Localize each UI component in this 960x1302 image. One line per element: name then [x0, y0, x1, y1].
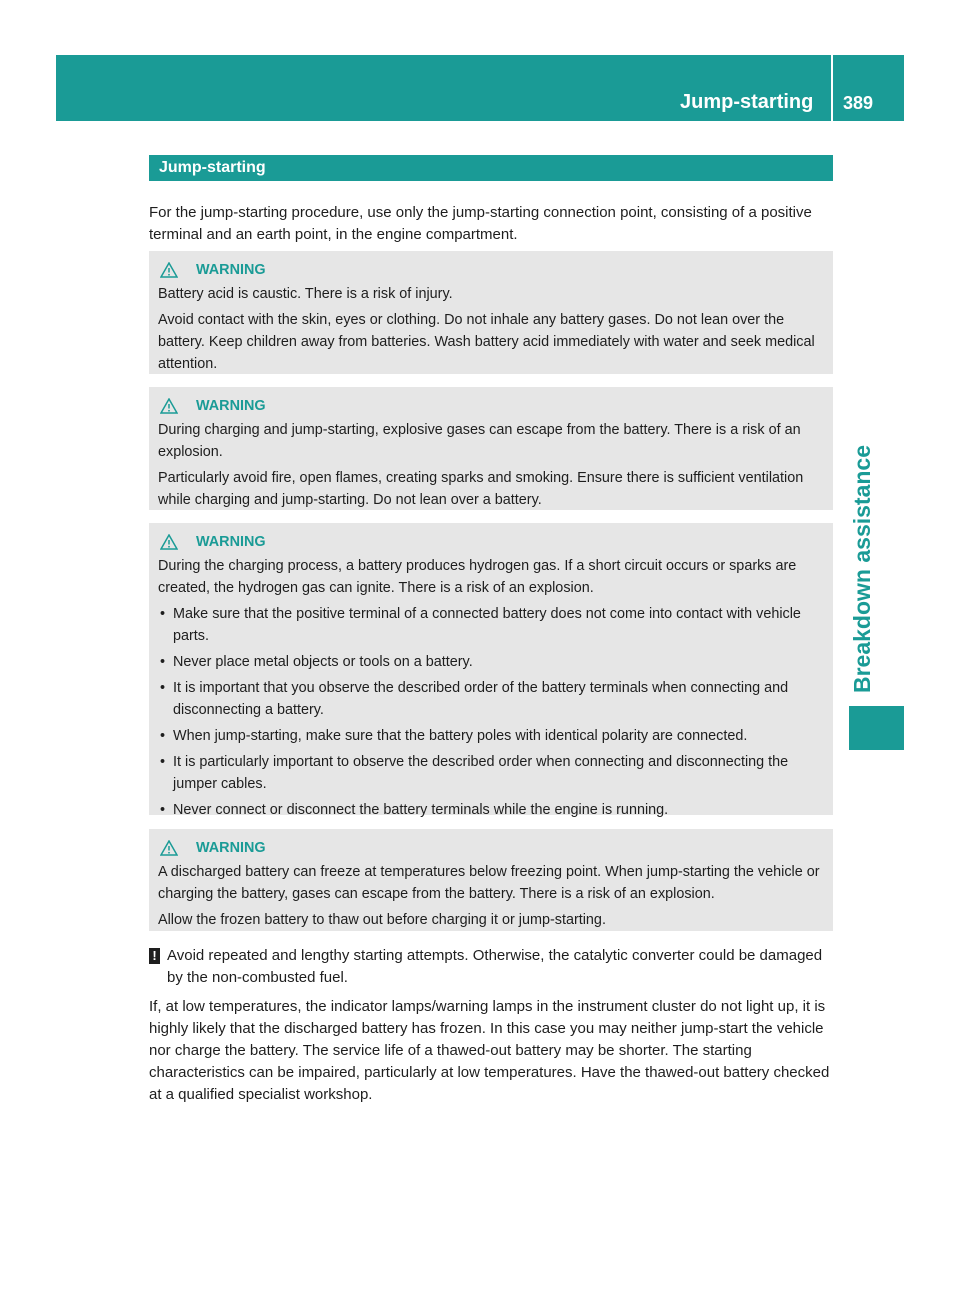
list-item: • It is particularly important to observe the described order when connecting and disconnecting the jumper cables. [158, 751, 825, 795]
section-heading: Jump-starting [149, 155, 833, 181]
list-item: • Never place metal objects or tools on a battery. [158, 651, 825, 673]
warning-triangle-icon [160, 534, 178, 550]
notice-block [149, 945, 834, 989]
list-item: • When jump-starting, make sure that the battery poles with identical polarity are connected. [158, 725, 825, 747]
warning-text: Battery acid is caustic. There is a risk of injury. [158, 286, 453, 302]
warning-label: WARNING [196, 534, 266, 550]
warning-triangle-icon [160, 262, 178, 278]
warning-header [158, 837, 825, 859]
header-divider [831, 55, 833, 121]
warning-text: Avoid contact with the skin, eyes or clothing. Do not inhale any battery gases. Do not lean over the battery. Keep children away from batteries. Wash battery acid immediately with water and seek medical attention. [158, 312, 815, 372]
warning-triangle-icon [160, 398, 178, 414]
header-title: Jump-starting [680, 91, 814, 113]
warning-bullet-list [158, 603, 825, 821]
closing-paragraph: If, at low temperatures, the indicator lamps/warning lamps in the instrument cluster do not light up, it is highly likely that the discharged battery has frozen. In this case you may neither jump-start the vehicle nor charge the battery. The service life of a thawed-out battery may be shorter. The starting characteristics can be impaired, particularly at low temperatures. Have the thawed-out battery checked at a qualified specialist workshop. [149, 998, 830, 1103]
warning-text: Particularly avoid fire, open flames, creating sparks and smoking. Ensure there is sufficient ventilation while charging and jump-starting. Do not lean over a battery. [158, 470, 804, 508]
list-item: • Never connect or disconnect the battery terminals while the engine is running. [158, 799, 825, 821]
warning-label: WARNING [196, 398, 266, 414]
warning-text: During the charging process, a battery produces hydrogen gas. If a short circuit occurs or sparks are created, the hydrogen gas can ignite. There is a risk of an explosion. [158, 558, 797, 596]
warning-box-2 [149, 387, 833, 510]
warning-box-3 [149, 523, 833, 818]
warning-header [158, 531, 825, 553]
warning-text: A discharged battery can freeze at temperatures below freezing point. When jump-starting the vehicle or charging the battery, gases can escape from the battery. There is a risk of an explosion. [158, 864, 820, 902]
warning-text: During charging and jump-starting, explosive gases can escape from the battery. There is a risk of an explosion. [158, 422, 801, 460]
list-item: • Make sure that the positive terminal of a connected battery does not come into contact with vehicle parts. [158, 603, 825, 647]
warning-header [158, 395, 825, 417]
warning-label: WARNING [196, 262, 266, 278]
warning-box-4 [149, 829, 833, 931]
page-number: 389 [843, 93, 874, 113]
warning-triangle-icon [160, 840, 178, 856]
warning-label: WARNING [196, 840, 266, 856]
warning-box-1 [149, 251, 833, 374]
side-tab-marker [849, 706, 904, 750]
warning-text: Allow the frozen battery to thaw out before charging it or jump-starting. [158, 912, 606, 928]
list-item: • It is important that you observe the described order of the battery terminals when connecting and disconnecting a battery. [158, 677, 825, 721]
exclamation-icon: ! [149, 948, 160, 964]
notice-text: Avoid repeated and lengthy starting attempts. Otherwise, the catalytic converter could be damaged by the non-combusted fuel. [167, 947, 823, 986]
intro-paragraph: For the jump-starting procedure, use only the jump-starting connection point, consisting of a positive terminal and an earth point, in the engine compartment. [149, 204, 812, 243]
warning-header [158, 259, 825, 281]
